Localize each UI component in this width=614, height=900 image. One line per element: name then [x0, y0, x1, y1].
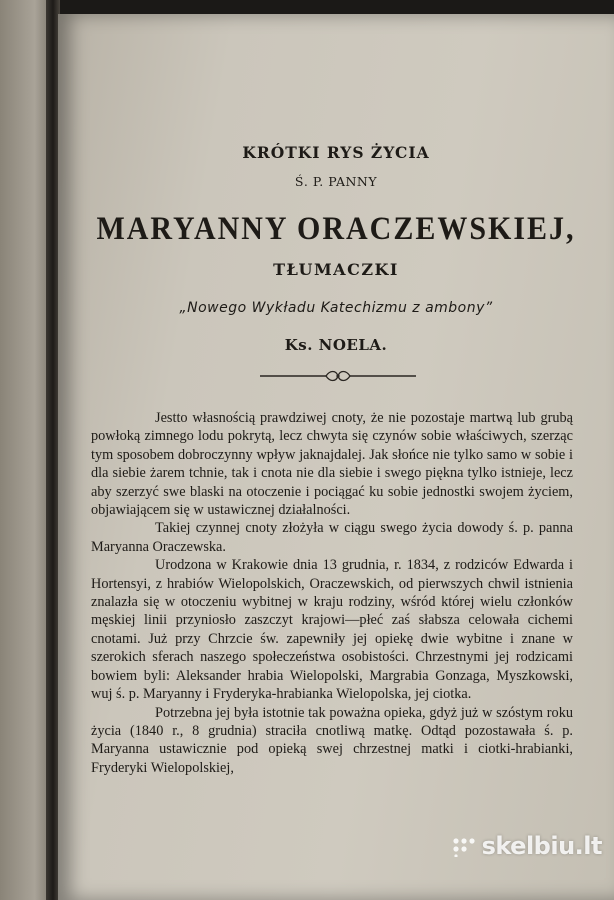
title-name: MARYANNY ORACZEWSKIEJ,: [96, 210, 576, 247]
title-line-5: „Nowego Wykładu Katechizmu z ambony”: [179, 300, 493, 316]
title-line-2: Ś. P. PANNY: [294, 174, 378, 189]
title-line-6: Ks. NOELA.: [284, 336, 388, 354]
title-line-4: TŁUMACZKI: [273, 260, 399, 279]
watermark-logo-icon: [452, 837, 478, 857]
watermark: [452, 832, 602, 860]
body-text: [91, 409, 573, 777]
paragraph: Potrzebna jej była istotnie tak poważna opieka, gdyż już w szóstym roku życia (1840 r., 8 grudnia) straciła cnotliwą matkę. Odtąd pozostawała ś. p. Maryanna ustawicznie pod opieką swej chrzestnej matki i ciotki-hrabianki, Fryderyki Wielopolskiej,: [91, 704, 573, 776]
paragraph: Jestto własnością prawdziwej cnoty, że nie pozostaje martwą lub grubą powłoką zimnego lodu pokrytą, lecz chwyta się czynów sobie właściwych, szerząc tym sposobem dobroczynny wpływ jaknajdalej. Jak słońce nie tylko samo w sobie i dla siebie żarem tchnie, tak i cnota nie dla siebie i swego piękna tylko istnieje, lecz aby szerzyć swe blaski na otoczenie i pociągać ku sobie jednostki swojem życiem, objawiającem się w ustawicznej działalności.: [91, 410, 573, 519]
book-page: [58, 14, 614, 900]
paragraph: Urodzona w Krakowie dnia 13 grudnia, r. 1834, z rodziców Edwarda i Hortensyi, z hrabiów Wielopolskich, Oraczewskich, od pierwszych chwil istnienia znalazła się w otoczeniu wybitnej w kraju rodziny, wśród której wielu członków męskiej linii przyniosło zaszczyt krajowi—płeć zaś słabsza celowała cichemi cnotami. Już przy Chrzcie św. zapewniły jej opiekę dwie wybitne i znane w szerokich sferach naszego społeczeństwa osobistości. Chrzestnymi jej rodzicami bowiem byli: Aleksander hrabia Wielopolski, Margrabia Gonzaga, Myszkowski, wuj ś. p. Maryanny i Fryderyka-hrabianka Wielopolska, jej ciotka.: [91, 557, 573, 703]
paragraph: Takiej czynnej cnoty złożyła w ciągu swego życia dowody ś. p. panna Maryanna Oraczewska.: [91, 520, 573, 555]
title-line-1: KRÓTKI RYS ŻYCIA: [242, 143, 430, 162]
watermark-text: skelbiu.lt: [481, 832, 602, 860]
ornament-divider-icon: [258, 369, 418, 383]
